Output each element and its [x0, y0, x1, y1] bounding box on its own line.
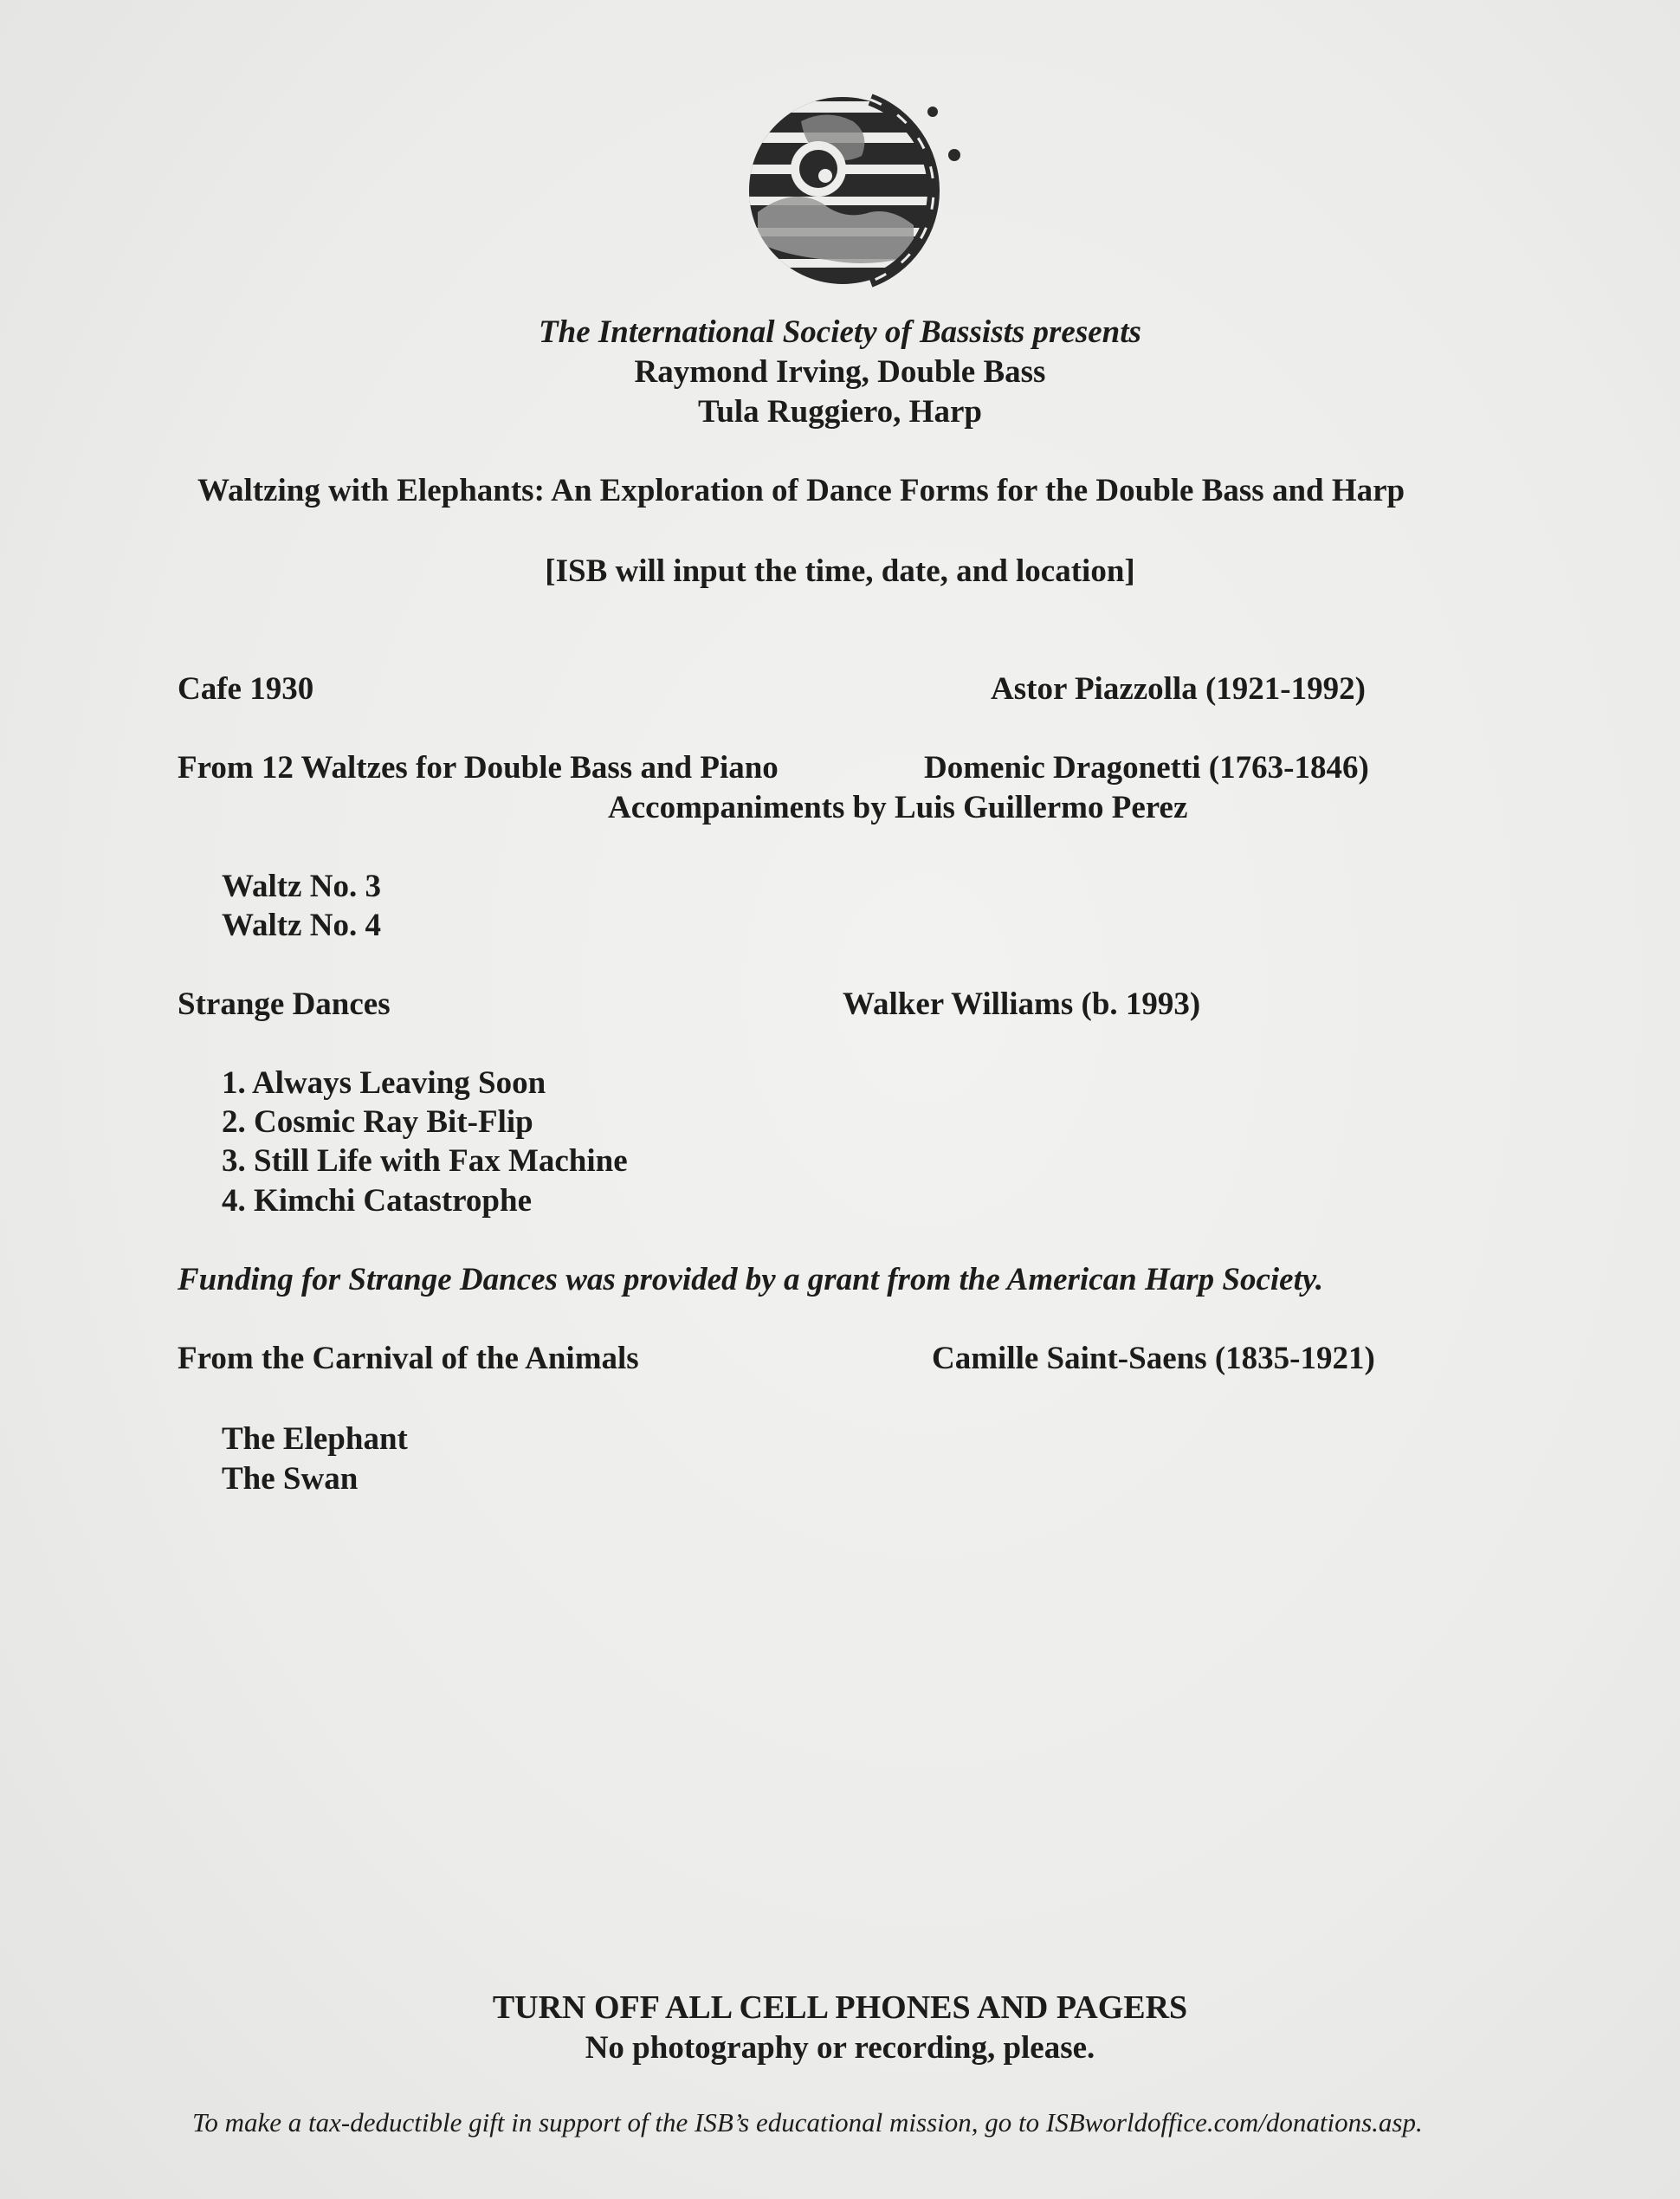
movement-item: The Swan	[222, 1461, 359, 1497]
movement-item: The Elephant	[222, 1421, 408, 1457]
donation-note: To make a tax-deductible gift in support of the ISB’s educational mission, go to ISBworldoffice.com/donations.asp.	[192, 2107, 1423, 2138]
presenter-line: The International Society of Bassists presents	[539, 314, 1141, 350]
piece-composer: Camille Saint-Saens (1835-1921)	[932, 1341, 1375, 1376]
performer-harp: Tula Ruggiero, Harp	[698, 394, 982, 430]
performer-bass: Raymond Irving, Double Bass	[634, 354, 1046, 390]
piece-composer: Domenic Dragonetti (1763-1846)	[924, 750, 1369, 786]
piece-composer: Astor Piazzolla (1921-1992)	[991, 671, 1366, 707]
piece-title: From the Carnival of the Animals	[178, 1341, 639, 1376]
funding-note: Funding for Strange Dances was provided by a grant from the American Harp Society.	[178, 1262, 1324, 1297]
venue-note: [ISB will input the time, date, and location]	[545, 553, 1135, 589]
piece-title: Strange Dances	[178, 986, 391, 1022]
movement-item: 3. Still Life with Fax Machine	[222, 1143, 628, 1179]
phones-notice: TURN OFF ALL CELL PHONES AND PAGERS	[492, 1989, 1188, 2026]
isb-globe-logo-icon	[740, 82, 966, 299]
movement-item: Waltz No. 4	[222, 908, 381, 943]
piece-title: Cafe 1930	[178, 671, 314, 707]
program-title: Waltzing with Elephants: An Exploration of Dance Forms for the Double Bass and Harp	[197, 473, 1405, 508]
movement-item: 1. Always Leaving Soon	[222, 1065, 546, 1101]
piece-title: From 12 Waltzes for Double Bass and Piano	[178, 750, 779, 786]
accompaniment-credit: Accompaniments by Luis Guillermo Perez	[608, 790, 1188, 825]
movement-item: 4. Kimchi Catastrophe	[222, 1183, 533, 1219]
photography-notice: No photography or recording, please.	[585, 2030, 1095, 2066]
movement-item: 2. Cosmic Ray Bit-Flip	[222, 1104, 533, 1140]
movement-item: Waltz No. 3	[222, 869, 381, 904]
piece-composer: Walker Williams (b. 1993)	[843, 986, 1201, 1022]
